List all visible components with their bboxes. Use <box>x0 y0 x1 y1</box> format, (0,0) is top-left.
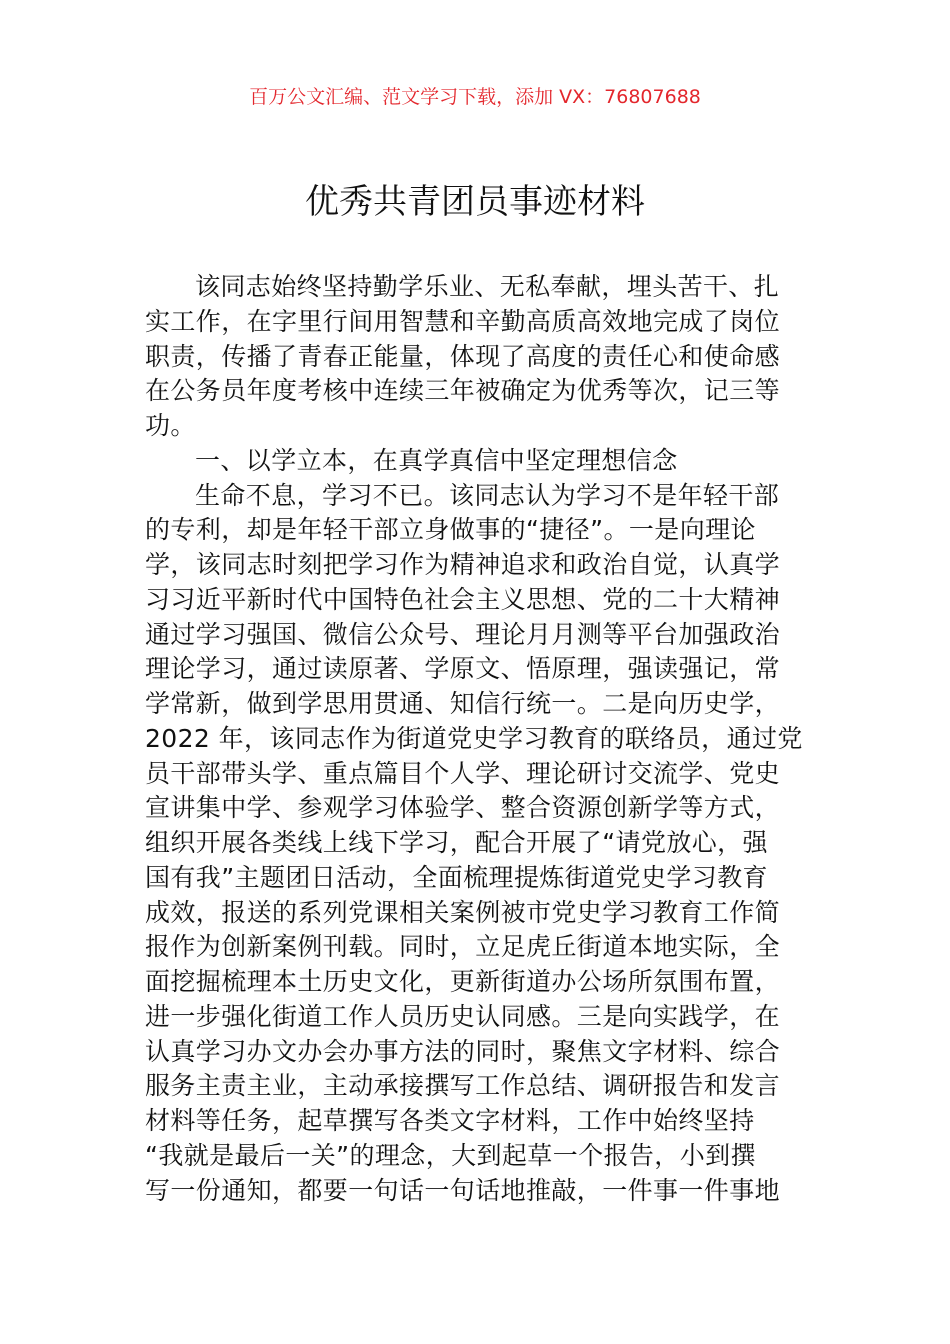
paragraph-line: 成效，报送的系列党课相关案例被市党史学习教育工作简 <box>145 897 781 927</box>
paragraph-line: 认真学习办文办会办事方法的同时，聚焦文字材料、综合 <box>145 1036 781 1066</box>
paragraph-line: 国有我”主题团日活动，全面梳理提炼街道党史学习教育 <box>145 862 768 892</box>
paragraph-line: 员干部带头学、重点篇目个人学、理论研讨交流学、党史 <box>145 758 781 788</box>
paragraph-line: 进一步强化街道工作人员历史认同感。三是向实践学，在 <box>145 1001 781 1031</box>
paragraph-line: 功。 <box>145 411 196 440</box>
paragraph-line: 材料等任务，起草撰写各类文字材料，工作中始终坚持 <box>145 1106 755 1135</box>
paragraph-line: 生命不息，学习不已。该同志认为学习不是年轻干部 <box>195 480 780 510</box>
paragraph-line: 习习近平新时代中国特色社会主义思想、党的二十大精神 <box>145 584 781 614</box>
document-body <box>145 270 825 1208</box>
document-title: 优秀共青团员事迹材料 <box>305 182 645 222</box>
paragraph-line: 宣讲集中学、参观学习体验学、整合资源创新学等方式， <box>145 793 781 823</box>
paragraph-line: 服务主责主业，主动承接撰写工作总结、调研报告和发言 <box>145 1071 781 1101</box>
paragraph-line: 报作为创新案例刊载。同时，立足虎丘街道本地实际，全 <box>145 932 781 962</box>
paragraph-line: 学常新，做到学思用贯通、知信行统一。二是向历史学， <box>145 689 781 718</box>
paragraph-line: 该同志始终坚持勤学乐业、无私奉献，埋头苦干、扎 <box>195 272 780 301</box>
watermark-banner: 百万公文汇编、范文学习下载，添加 VX：76807688 <box>249 86 701 108</box>
paragraph-line: 组织开展各类线上线下学习，配合开展了“请党放心，强 <box>145 828 768 857</box>
paragraph-line: 实工作，在字里行间用智慧和辛勤高质高效地完成了岗位 <box>145 306 781 336</box>
paragraph-line: 的专利，却是年轻干部立身做事的“捷径”。一是向理论 <box>145 515 756 545</box>
paragraph-line: “我就是最后一关”的理念，大到起草一个报告，小到撰 <box>145 1140 756 1170</box>
paragraph-line: 面挖掘梳理本土历史文化，更新街道办公场所氛围布置， <box>145 967 781 996</box>
paragraph-line: 学，该同志时刻把学习作为精神追求和政治自觉，认真学 <box>145 550 781 579</box>
paragraph-line: 职责，传播了青春正能量，体现了高度的责任心和使命感 <box>145 341 781 371</box>
paragraph-line: 理论学习，通过读原著、学原文、悟原理，强读强记，常 <box>145 654 781 684</box>
section-heading: 一、以学立本，在真学真信中坚定理想信念 <box>195 445 678 475</box>
paragraph-line: 2022 年，该同志作为街道党史学习教育的联络员，通过党 <box>145 723 803 753</box>
paragraph-line: 通过学习强国、微信公众号、理论月月测等平台加强政治 <box>145 619 781 649</box>
paragraph-line: 在公务员年度考核中连续三年被确定为优秀等次，记三等 <box>145 376 781 406</box>
paragraph-line: 写一份通知，都要一句话一句话地推敲，一件事一件事地 <box>145 1175 781 1205</box>
